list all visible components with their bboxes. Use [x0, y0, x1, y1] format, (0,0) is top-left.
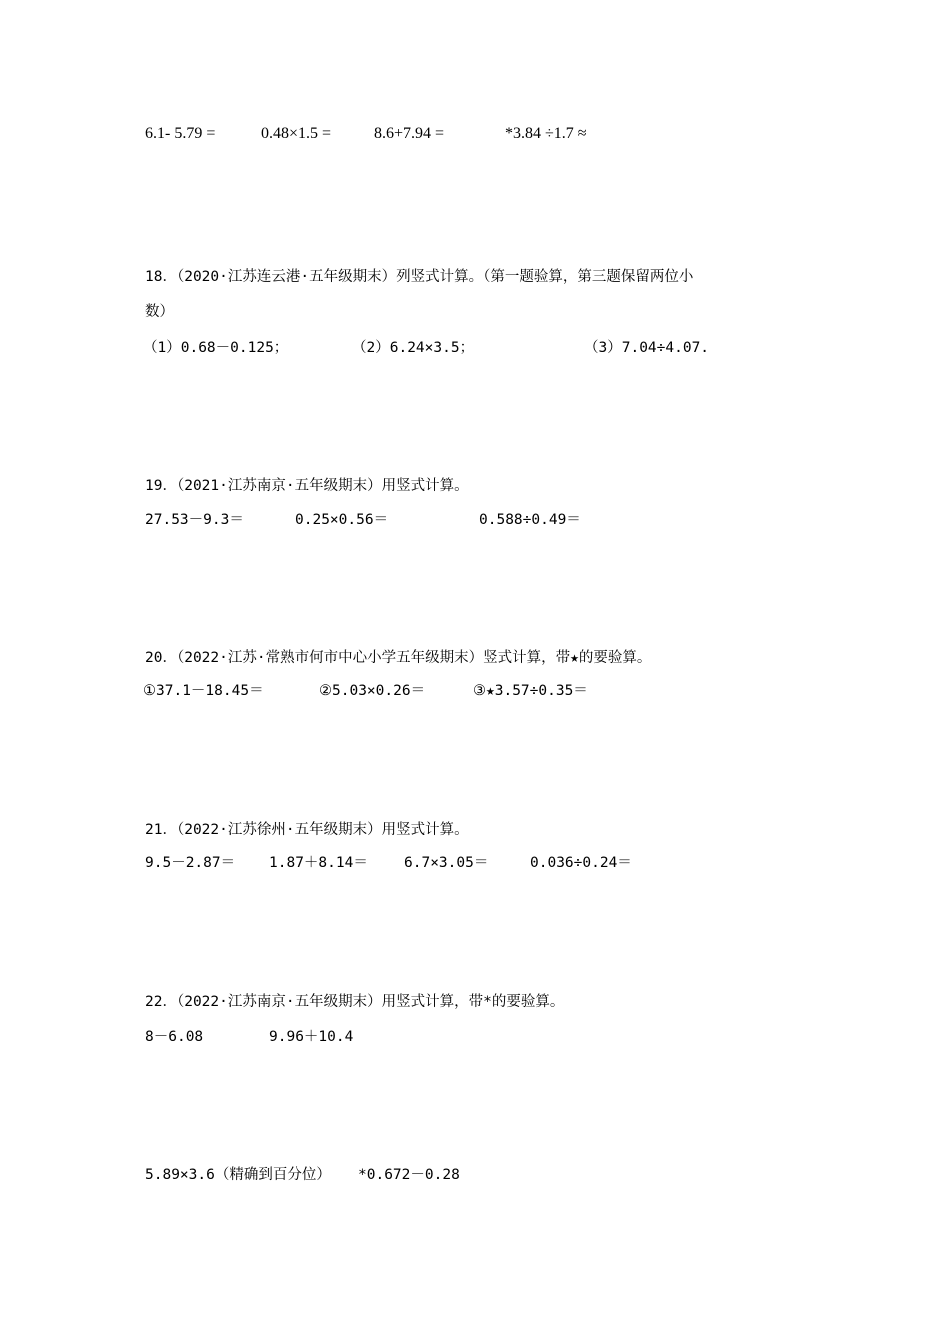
q20-item-2: ②5.03×0.26＝	[319, 683, 426, 699]
q20-item-3: ③★3.57÷0.35＝	[473, 683, 588, 699]
q22-item-2: 9.96＋10.4	[269, 1029, 354, 1045]
q20-heading: 20．（2022·江苏·常熟市何市中心小学五年级期末）竖式计算，带★的要验算。	[145, 650, 652, 666]
q18-item-1: （1）0.68－0.125；	[143, 340, 289, 356]
q18-heading-cont: 数）	[145, 304, 174, 320]
q17-item-4: *3.84 ÷1.7 ≈	[505, 125, 587, 142]
q20-item-1: ①37.1－18.45＝	[143, 683, 264, 699]
q17-item-1: 6.1- 5.79 =	[145, 125, 216, 142]
q19-item-3: 0.588÷0.49＝	[479, 512, 581, 528]
q22-item-1: 8－6.08	[145, 1029, 204, 1045]
q18-heading: 18．（2020·江苏连云港·五年级期末）列竖式计算。（第一题验算，第三题保留两位小	[145, 269, 694, 285]
q21-item-1: 9.5－2.87＝	[145, 855, 236, 871]
q22-heading: 22．（2022·江苏南京·五年级期末）用竖式计算，带*的要验算。	[145, 994, 565, 1010]
q21-heading: 21．（2022·江苏徐州·五年级期末）用竖式计算。	[145, 822, 469, 838]
q21-item-2: 1.87＋8.14＝	[269, 855, 368, 871]
q21-item-4: 0.036÷0.24＝	[530, 855, 632, 871]
q18-item-3: （3）7.04÷4.07.	[584, 340, 710, 356]
q21-item-3: 6.7×3.05＝	[404, 855, 489, 871]
q22-item-3: 5.89×3.6（精确到百分位）	[145, 1167, 331, 1183]
q19-heading: 19．（2021·江苏南京·五年级期末）用竖式计算。	[145, 478, 469, 494]
q17-item-2: 0.48×1.5 =	[261, 125, 332, 142]
q17-item-3: 8.6+7.94 =	[374, 125, 445, 142]
q22-item-4: *0.672－0.28	[358, 1167, 460, 1183]
q19-item-1: 27.53－9.3＝	[145, 512, 244, 528]
q18-item-2: （2）6.24×3.5；	[352, 340, 475, 356]
q19-item-2: 0.25×0.56＝	[295, 512, 389, 528]
